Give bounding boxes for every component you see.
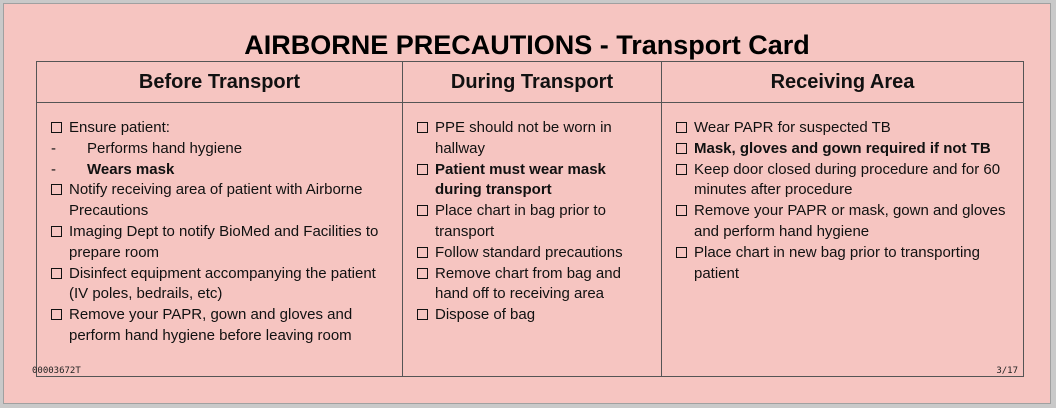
checkbox-icon	[51, 184, 62, 195]
item-text: Place chart in new bag prior to transporting patient	[694, 243, 980, 282]
list-item	[417, 243, 653, 264]
during-transport-cell	[403, 103, 662, 377]
item-text: Imaging Dept to notify BioMed and Facilities to prepare room	[69, 222, 379, 261]
list-item	[417, 201, 653, 243]
item-text: Remove your PAPR, gown and gloves and perform hand hygiene before leaving room	[69, 306, 353, 344]
item-text: Performs hand hygiene	[87, 139, 243, 157]
item-text: Remove your PAPR or mask, gown and gloves and perform hand hygiene	[694, 202, 1006, 240]
card-title: AIRBORNE PRECAUTIONS - Transport Card	[244, 30, 810, 60]
checkbox-icon	[51, 309, 62, 320]
item-text: Wears mask	[87, 160, 175, 178]
form-number: 00003672T	[32, 366, 81, 376]
receiving-area-cell	[662, 103, 1024, 377]
transport-card	[3, 3, 1051, 404]
item-text: PPE should not be worn in hallway	[435, 119, 612, 157]
item-text: Ensure patient:	[69, 119, 170, 136]
item-text: Dispose of bag	[435, 306, 536, 324]
list-item	[51, 180, 394, 222]
list-item	[51, 264, 394, 306]
column-header-receiving-area: Receiving Area	[662, 62, 1024, 103]
checkbox-icon	[676, 205, 687, 216]
list-item	[676, 160, 1015, 202]
item-text: Follow standard precautions	[435, 243, 623, 261]
revision-date: 3/17	[996, 366, 1018, 376]
list-item	[676, 201, 1015, 243]
checkbox-icon	[676, 247, 687, 258]
list-item	[417, 264, 653, 306]
item-text: Place chart in bag prior to transport	[435, 202, 606, 240]
checkbox-icon	[51, 226, 62, 237]
dash-icon: -	[51, 139, 56, 157]
checkbox-icon	[417, 122, 428, 133]
checkbox-icon	[676, 122, 687, 133]
item-text: Notify receiving area of patient with Airborne Precautions	[69, 181, 363, 220]
list-item	[676, 243, 1015, 285]
checkbox-icon	[51, 268, 62, 279]
column-header-during-transport: During Transport	[403, 62, 662, 103]
checkbox-icon	[676, 143, 687, 154]
checkbox-icon	[417, 268, 428, 279]
list-item	[417, 305, 653, 326]
list-item	[676, 139, 1015, 160]
list-item	[676, 118, 1015, 139]
sub-list-item	[51, 160, 394, 181]
checkbox-icon	[51, 122, 62, 133]
checkbox-icon	[417, 164, 428, 175]
before-transport-cell	[37, 103, 403, 377]
list-item	[417, 118, 653, 160]
item-text: Patient must wear mask during transport	[435, 160, 606, 199]
item-text: Keep door closed during procedure and for 60 minutes after procedure	[694, 160, 1001, 199]
list-item	[51, 222, 394, 264]
item-text: Wear PAPR for suspected TB	[694, 119, 891, 136]
item-text: Remove chart from bag and hand off to receiving area	[435, 264, 621, 303]
checkbox-icon	[417, 205, 428, 216]
column-header-before-transport: Before Transport	[37, 62, 403, 103]
list-item	[417, 160, 653, 202]
dash-icon: -	[51, 160, 56, 178]
item-text: Disinfect equipment accompanying the patient (IV poles, bedrails, etc)	[69, 264, 376, 303]
sub-list-item	[51, 139, 394, 160]
checkbox-icon	[676, 164, 687, 175]
list-item	[51, 305, 394, 347]
item-text: Mask, gloves and gown required if not TB	[694, 139, 991, 157]
precautions-table	[36, 61, 1024, 377]
list-item	[51, 118, 394, 139]
checkbox-icon	[417, 309, 428, 320]
checkbox-icon	[417, 247, 428, 258]
